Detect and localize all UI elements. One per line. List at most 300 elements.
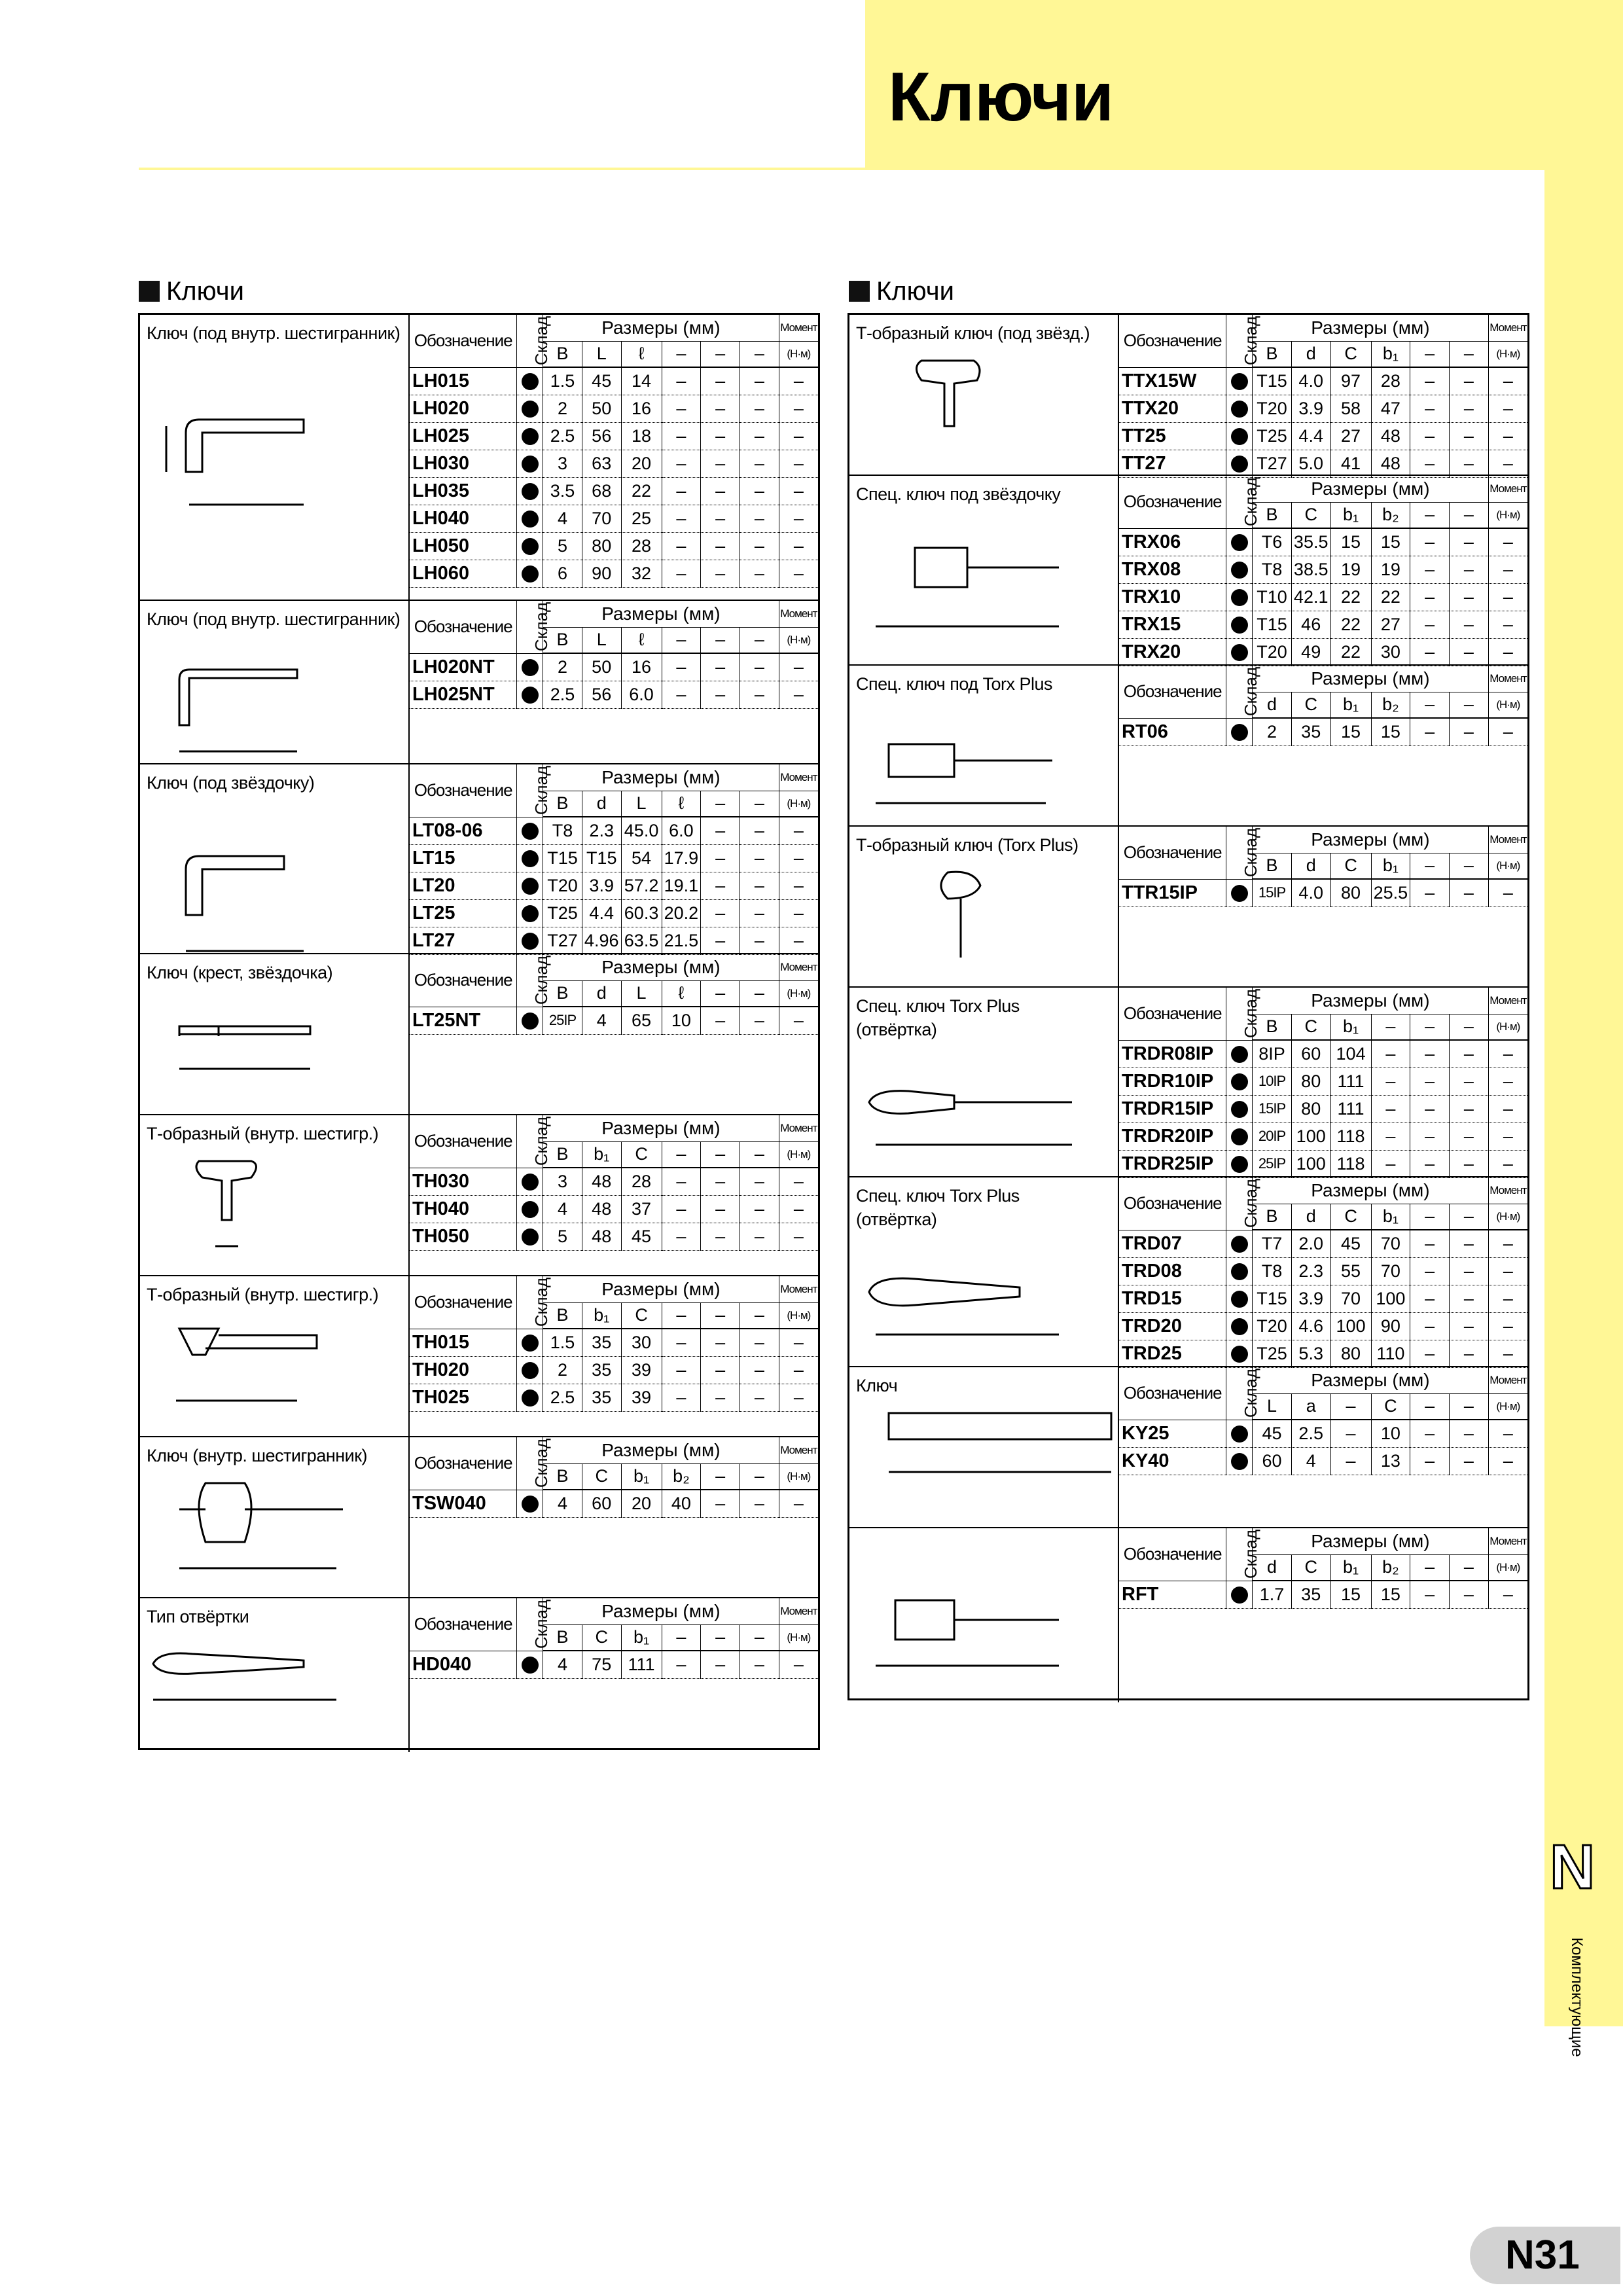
size-column-header: – bbox=[701, 980, 740, 1007]
spec-table bbox=[1119, 1528, 1527, 1609]
size-value: 2 bbox=[543, 395, 582, 422]
size-value: – bbox=[701, 927, 740, 954]
item-code: TRD15 bbox=[1119, 1285, 1226, 1312]
size-column-header: B bbox=[543, 980, 582, 1007]
size-column-header: b₁ bbox=[1371, 853, 1410, 879]
size-value: 21.5 bbox=[662, 927, 701, 954]
in-stock-icon bbox=[522, 905, 539, 922]
size-value: 6.0 bbox=[621, 681, 662, 708]
stock-dot bbox=[517, 1651, 543, 1678]
stock-header: Склад bbox=[517, 601, 543, 653]
size-value: – bbox=[779, 367, 818, 395]
size-value: 70 bbox=[1371, 1257, 1410, 1285]
table-row bbox=[1119, 583, 1527, 611]
size-value: – bbox=[701, 1168, 740, 1195]
stock-dot bbox=[1226, 1040, 1253, 1067]
size-value: – bbox=[740, 1356, 779, 1384]
size-value: – bbox=[740, 1384, 779, 1411]
size-value: 2.5 bbox=[543, 681, 582, 708]
size-value: – bbox=[1449, 638, 1488, 666]
in-stock-icon bbox=[522, 850, 539, 867]
size-value: T20 bbox=[1253, 638, 1292, 666]
size-value: 4 bbox=[543, 1651, 582, 1678]
moment-unit-header: (Н·м) bbox=[779, 1302, 818, 1329]
tool-figure bbox=[849, 988, 1119, 1176]
size-value: – bbox=[740, 899, 779, 927]
item-code: TRDR20IP bbox=[1119, 1122, 1226, 1150]
moment-unit-header: (Н·м) bbox=[779, 1624, 818, 1651]
size-value: – bbox=[1410, 1095, 1450, 1122]
size-value: – bbox=[662, 450, 701, 477]
size-value: T27 bbox=[543, 927, 582, 954]
tool-drawing bbox=[849, 1528, 1118, 1700]
size-value: – bbox=[662, 1384, 701, 1411]
size-column-header: – bbox=[1449, 853, 1488, 879]
tool-figure bbox=[140, 1598, 410, 1752]
size-column-header: – bbox=[1449, 1204, 1488, 1230]
item-code: HD040 bbox=[410, 1651, 517, 1678]
size-value: – bbox=[662, 1168, 701, 1195]
sizes-header: Размеры (мм) bbox=[543, 601, 779, 627]
size-column-header: L bbox=[621, 980, 662, 1007]
designation-header: Обозначение bbox=[1119, 1177, 1226, 1230]
moment-header: Момент bbox=[779, 1598, 818, 1624]
size-value: – bbox=[779, 1168, 818, 1195]
size-column-header: L bbox=[582, 627, 621, 653]
size-value: – bbox=[701, 817, 740, 844]
size-value: – bbox=[662, 477, 701, 505]
size-value: 4.4 bbox=[1291, 422, 1330, 450]
size-column-header: – bbox=[740, 627, 779, 653]
moment-header: Момент bbox=[779, 601, 818, 627]
size-column-header: – bbox=[740, 1141, 779, 1168]
moment-header: Момент bbox=[1488, 1367, 1527, 1393]
left-section-heading bbox=[139, 277, 244, 306]
size-column-header: b₂ bbox=[1371, 502, 1410, 528]
size-value: 15 bbox=[1330, 1581, 1371, 1608]
size-value: – bbox=[1449, 422, 1488, 450]
size-value: 50 bbox=[582, 395, 621, 422]
table-row bbox=[1119, 1095, 1527, 1122]
moment-header: Момент bbox=[1488, 827, 1527, 853]
size-value: – bbox=[1410, 1040, 1450, 1067]
size-value: – bbox=[701, 505, 740, 532]
size-value: – bbox=[1488, 879, 1527, 906]
size-value: – bbox=[740, 681, 779, 708]
size-column-header: ℓ bbox=[621, 341, 662, 367]
size-value: 48 bbox=[582, 1195, 621, 1223]
tool-figure bbox=[140, 1276, 410, 1436]
size-column-header: – bbox=[662, 1624, 701, 1651]
size-value: 4 bbox=[543, 505, 582, 532]
size-column-header: d bbox=[1291, 341, 1330, 367]
item-code: LH020 bbox=[410, 395, 517, 422]
tool-figure bbox=[849, 476, 1119, 664]
spec-table-wrap bbox=[1119, 1367, 1527, 1475]
size-value: 3 bbox=[543, 450, 582, 477]
size-value: – bbox=[1410, 556, 1450, 583]
item-code: RT06 bbox=[1119, 718, 1226, 745]
side-band bbox=[1544, 168, 1623, 2026]
size-column-header: – bbox=[701, 1463, 740, 1490]
size-value: – bbox=[662, 1356, 701, 1384]
size-value: – bbox=[1449, 1122, 1488, 1150]
size-column-header: – bbox=[1449, 1554, 1488, 1581]
spec-table bbox=[1119, 988, 1527, 1178]
sizes-header: Размеры (мм) bbox=[543, 315, 779, 341]
size-value: – bbox=[1488, 611, 1527, 638]
stock-dot bbox=[1226, 1230, 1253, 1257]
size-value: T25 bbox=[543, 899, 582, 927]
size-value: 6 bbox=[543, 560, 582, 587]
tool-caption: Ключ (крест, звёздочка) bbox=[147, 963, 333, 982]
stock-dot bbox=[517, 560, 543, 587]
size-value: 25IP bbox=[1253, 1150, 1292, 1177]
size-value: – bbox=[1410, 1447, 1450, 1475]
in-stock-icon bbox=[1231, 1291, 1248, 1308]
size-column-header: B bbox=[543, 1302, 582, 1329]
size-value: T27 bbox=[1253, 450, 1292, 477]
table-row bbox=[410, 450, 818, 477]
size-value: – bbox=[740, 1195, 779, 1223]
size-column-header: C bbox=[1291, 692, 1330, 718]
size-column-header: B bbox=[543, 341, 582, 367]
tool-caption: Т-образный ключ (Torx Plus) bbox=[856, 835, 1079, 855]
size-value: – bbox=[662, 1329, 701, 1356]
size-value: T20 bbox=[543, 872, 582, 899]
size-value: – bbox=[1449, 1067, 1488, 1095]
tool-figure bbox=[140, 954, 410, 1114]
size-column-header: b₂ bbox=[1371, 692, 1410, 718]
item-code: TRX06 bbox=[1119, 528, 1226, 556]
sizes-header: Размеры (мм) bbox=[543, 1437, 779, 1463]
size-value: – bbox=[740, 927, 779, 954]
size-value: 4.6 bbox=[1291, 1312, 1330, 1340]
size-column-header: C bbox=[1291, 502, 1330, 528]
moment-header: Момент bbox=[779, 954, 818, 980]
right-panel-7 bbox=[849, 1367, 1527, 1528]
spec-table-wrap bbox=[1119, 1528, 1527, 1609]
moment-unit-header: (Н·м) bbox=[1488, 502, 1527, 528]
size-value: – bbox=[662, 560, 701, 587]
size-column-header: – bbox=[1371, 1014, 1410, 1040]
size-value: 27 bbox=[1371, 611, 1410, 638]
size-value: – bbox=[701, 653, 740, 681]
size-value: – bbox=[1449, 556, 1488, 583]
stock-dot bbox=[517, 532, 543, 560]
tool-caption: Ключ (под внутр. шестигранник) bbox=[147, 323, 401, 343]
size-value: – bbox=[1488, 395, 1527, 422]
size-column-header: B bbox=[1253, 853, 1292, 879]
stock-dot bbox=[517, 477, 543, 505]
stock-header: Склад bbox=[517, 764, 543, 817]
table-row bbox=[410, 681, 818, 708]
size-value: T6 bbox=[1253, 528, 1292, 556]
size-value: – bbox=[1449, 1312, 1488, 1340]
moment-header: Момент bbox=[1488, 666, 1527, 692]
table-row bbox=[1119, 1420, 1527, 1447]
size-value: – bbox=[1410, 1122, 1450, 1150]
stock-dot bbox=[1226, 611, 1253, 638]
in-stock-icon bbox=[522, 456, 539, 473]
size-value: – bbox=[740, 477, 779, 505]
in-stock-icon bbox=[1231, 373, 1248, 390]
moment-unit-header: (Н·м) bbox=[1488, 1014, 1527, 1040]
size-column-header: C bbox=[582, 1624, 621, 1651]
in-stock-icon bbox=[522, 687, 539, 704]
item-code: TRD25 bbox=[1119, 1340, 1226, 1367]
in-stock-icon bbox=[1231, 1156, 1248, 1173]
designation-header: Обозначение bbox=[410, 764, 517, 817]
designation-header: Обозначение bbox=[410, 315, 517, 367]
table-row bbox=[1119, 1067, 1527, 1095]
stock-dot bbox=[1226, 879, 1253, 906]
size-value: – bbox=[1488, 1420, 1527, 1447]
title-band bbox=[865, 0, 1623, 169]
in-stock-icon bbox=[522, 401, 539, 418]
item-code: LH030 bbox=[410, 450, 517, 477]
size-value: – bbox=[740, 1329, 779, 1356]
size-column-header: – bbox=[1410, 502, 1450, 528]
tool-caption: Спец. ключ под Torx Plus bbox=[856, 674, 1053, 694]
size-column-header: d bbox=[582, 980, 621, 1007]
size-value: 55 bbox=[1330, 1257, 1371, 1285]
size-value: T7 bbox=[1253, 1230, 1292, 1257]
size-value: – bbox=[701, 1007, 740, 1034]
size-column-header: ℓ bbox=[621, 627, 662, 653]
page-number-tab bbox=[1470, 2227, 1620, 2284]
size-value: – bbox=[779, 653, 818, 681]
sizes-header: Размеры (мм) bbox=[1253, 1367, 1489, 1393]
size-value: – bbox=[701, 844, 740, 872]
moment-unit-header: (Н·м) bbox=[779, 980, 818, 1007]
spec-table-wrap bbox=[1119, 827, 1527, 907]
size-column-header: B bbox=[543, 791, 582, 817]
size-value: 111 bbox=[1330, 1095, 1371, 1122]
stock-dot bbox=[517, 927, 543, 954]
table-row bbox=[410, 1168, 818, 1195]
size-value: 60.3 bbox=[621, 899, 662, 927]
size-value: – bbox=[740, 844, 779, 872]
size-value: 6.0 bbox=[662, 817, 701, 844]
tool-caption: Спец. ключ под звёздочку bbox=[856, 484, 1061, 504]
size-value: 27 bbox=[1330, 422, 1371, 450]
left-panel-4 bbox=[140, 954, 818, 1115]
moment-unit-header: (Н·м) bbox=[1488, 1204, 1527, 1230]
size-column-header: – bbox=[1449, 341, 1488, 367]
size-value: – bbox=[740, 872, 779, 899]
size-value: 15IP bbox=[1253, 879, 1292, 906]
table-row bbox=[1119, 1447, 1527, 1475]
stock-dot bbox=[1226, 1312, 1253, 1340]
size-column-header: – bbox=[662, 627, 701, 653]
item-code: TRX10 bbox=[1119, 583, 1226, 611]
size-column-header: B bbox=[1253, 341, 1292, 367]
moment-header: Момент bbox=[779, 1115, 818, 1141]
item-code: LH015 bbox=[410, 367, 517, 395]
designation-header: Обозначение bbox=[1119, 315, 1226, 367]
in-stock-icon bbox=[1231, 1046, 1248, 1063]
size-column-header: – bbox=[740, 1302, 779, 1329]
size-value: – bbox=[701, 422, 740, 450]
tool-figure bbox=[849, 1528, 1119, 1702]
bullet-square-icon bbox=[139, 281, 160, 302]
stock-dot bbox=[517, 844, 543, 872]
section-tab bbox=[1544, 1832, 1623, 1918]
table-row bbox=[410, 653, 818, 681]
in-stock-icon bbox=[522, 1229, 539, 1246]
right-heading-text: Ключи bbox=[876, 277, 954, 306]
stock-dot bbox=[517, 1223, 543, 1250]
size-value: – bbox=[1488, 1122, 1527, 1150]
size-column-header: – bbox=[662, 1141, 701, 1168]
item-code: TRDR08IP bbox=[1119, 1040, 1226, 1067]
tool-figure bbox=[849, 827, 1119, 986]
designation-header: Обозначение bbox=[1119, 666, 1226, 718]
size-value: – bbox=[779, 872, 818, 899]
size-value: 45 bbox=[1330, 1230, 1371, 1257]
tool-caption: Тип отвёртки bbox=[147, 1607, 249, 1626]
size-value: 63.5 bbox=[621, 927, 662, 954]
size-value: 2 bbox=[543, 653, 582, 681]
size-value: 19.1 bbox=[662, 872, 701, 899]
size-column-header: L bbox=[621, 791, 662, 817]
spec-table bbox=[1119, 315, 1527, 478]
table-row bbox=[410, 477, 818, 505]
size-value: – bbox=[1488, 1095, 1527, 1122]
item-code: TT25 bbox=[1119, 422, 1226, 450]
tool-figure bbox=[849, 315, 1119, 475]
tool-caption: Т-образный (внутр. шестигр.) bbox=[147, 1124, 379, 1143]
size-column-header: b₂ bbox=[1371, 1554, 1410, 1581]
tool-caption: Ключ (внутр. шестигранник) bbox=[147, 1446, 368, 1465]
table-row bbox=[1119, 528, 1527, 556]
in-stock-icon bbox=[522, 1013, 539, 1030]
size-value: – bbox=[1410, 611, 1450, 638]
table-row bbox=[410, 395, 818, 422]
size-value: 3.5 bbox=[543, 477, 582, 505]
size-column-header: C bbox=[621, 1302, 662, 1329]
size-value: 25.5 bbox=[1371, 879, 1410, 906]
tool-figure bbox=[140, 601, 410, 763]
tool-caption: Ключ (под звёздочку) bbox=[147, 773, 315, 793]
table-row bbox=[410, 1490, 818, 1517]
size-value: 110 bbox=[1371, 1340, 1410, 1367]
size-value: 2.3 bbox=[1291, 1257, 1330, 1285]
right-panel-1 bbox=[849, 315, 1527, 476]
moment-header: Момент bbox=[1488, 1177, 1527, 1204]
size-column-header: – bbox=[740, 341, 779, 367]
size-value: 75 bbox=[582, 1651, 621, 1678]
table-row bbox=[1119, 1040, 1527, 1067]
in-stock-icon bbox=[1231, 1587, 1248, 1604]
spec-table bbox=[410, 1598, 818, 1679]
size-value: 60 bbox=[582, 1490, 621, 1517]
moment-unit-header: (Н·м) bbox=[779, 341, 818, 367]
size-column-header: – bbox=[701, 1141, 740, 1168]
size-value: 1.5 bbox=[543, 1329, 582, 1356]
size-value: 20.2 bbox=[662, 899, 701, 927]
size-column-header: C bbox=[1291, 1554, 1330, 1581]
designation-header: Обозначение bbox=[1119, 1528, 1226, 1581]
size-value: – bbox=[779, 477, 818, 505]
tool-figure bbox=[140, 764, 410, 953]
table-row bbox=[410, 1384, 818, 1411]
size-value: – bbox=[779, 505, 818, 532]
size-value: – bbox=[662, 505, 701, 532]
size-value: 5.0 bbox=[1291, 450, 1330, 477]
stock-dot bbox=[517, 1195, 543, 1223]
size-value: 37 bbox=[621, 1195, 662, 1223]
item-code: TRX08 bbox=[1119, 556, 1226, 583]
size-value: – bbox=[1410, 367, 1450, 395]
right-panel-4 bbox=[849, 827, 1527, 988]
table-row bbox=[1119, 879, 1527, 906]
in-stock-icon bbox=[522, 428, 539, 445]
size-value: 39 bbox=[621, 1356, 662, 1384]
item-code: TRDR25IP bbox=[1119, 1150, 1226, 1177]
size-value: 2.0 bbox=[1291, 1230, 1330, 1257]
size-column-header: C bbox=[1330, 1204, 1371, 1230]
stock-dot bbox=[1226, 718, 1253, 745]
table-row bbox=[1119, 422, 1527, 450]
size-value: 70 bbox=[1371, 1230, 1410, 1257]
stock-header: Склад bbox=[1226, 476, 1253, 528]
stock-header: Склад bbox=[517, 315, 543, 367]
stock-dot bbox=[1226, 367, 1253, 395]
left-panel-3 bbox=[140, 764, 818, 954]
size-value: 100 bbox=[1291, 1150, 1330, 1177]
size-value: 57.2 bbox=[621, 872, 662, 899]
size-column-header: b₁ bbox=[1330, 502, 1371, 528]
size-value: 4 bbox=[543, 1490, 582, 1517]
stock-header: Склад bbox=[517, 1598, 543, 1651]
in-stock-icon bbox=[522, 1174, 539, 1191]
item-code: TRD07 bbox=[1119, 1230, 1226, 1257]
tool-figure bbox=[140, 1437, 410, 1597]
size-value: 19 bbox=[1371, 556, 1410, 583]
size-column-header: d bbox=[1291, 853, 1330, 879]
size-value: 4.96 bbox=[582, 927, 621, 954]
tool-figure bbox=[849, 666, 1119, 825]
size-value: – bbox=[1410, 422, 1450, 450]
tool-figure bbox=[849, 1367, 1119, 1527]
item-code: TH030 bbox=[410, 1168, 517, 1195]
in-stock-icon bbox=[1231, 644, 1248, 661]
size-value: 60 bbox=[1291, 1040, 1330, 1067]
size-value: – bbox=[779, 532, 818, 560]
item-code: KY40 bbox=[1119, 1447, 1226, 1475]
size-value: – bbox=[1449, 611, 1488, 638]
spec-table bbox=[410, 764, 818, 955]
size-value: – bbox=[1488, 1150, 1527, 1177]
size-value: 3.9 bbox=[1291, 1285, 1330, 1312]
size-value: – bbox=[1449, 367, 1488, 395]
in-stock-icon bbox=[522, 933, 539, 950]
size-column-header: – bbox=[1449, 502, 1488, 528]
stock-header: Склад bbox=[1226, 666, 1253, 718]
size-value: T25 bbox=[1253, 1340, 1292, 1367]
size-value: T25 bbox=[1253, 422, 1292, 450]
size-value: – bbox=[1449, 1285, 1488, 1312]
size-value: – bbox=[779, 395, 818, 422]
table-row bbox=[410, 844, 818, 872]
size-value: 14 bbox=[621, 367, 662, 395]
size-column-header: b₁ bbox=[582, 1141, 621, 1168]
size-value: 22 bbox=[1330, 583, 1371, 611]
stock-dot bbox=[517, 1007, 543, 1034]
size-value: – bbox=[662, 422, 701, 450]
